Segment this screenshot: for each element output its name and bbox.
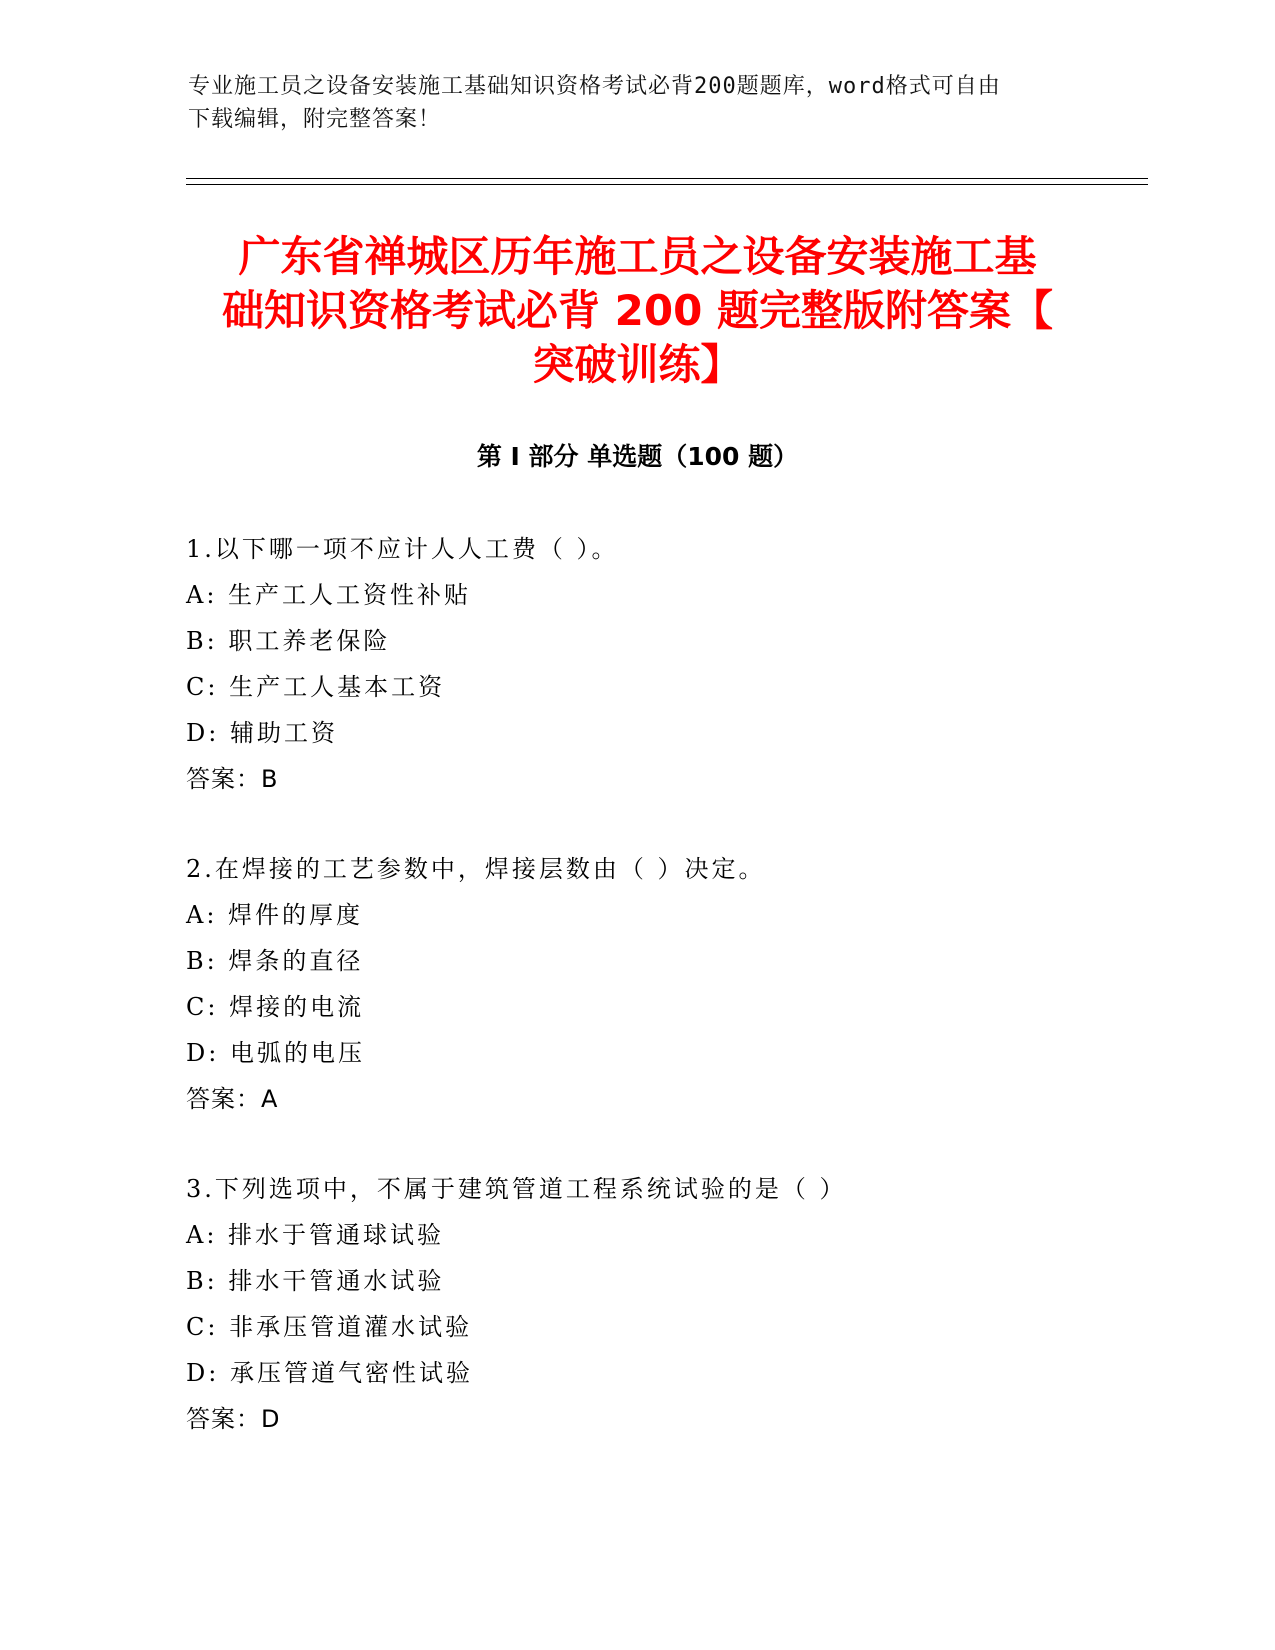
question-stem: 3.下列选项中，不属于建筑管道工程系统试验的是（ ） [186,1175,847,1203]
section-heading: 第 I 部分 单选题（100 题） [476,442,799,471]
option-a: A: 排水于管通球试验 [186,1221,445,1249]
answer-line: 答案：D [186,1405,281,1433]
question-stem: 2.在焊接的工艺参数中，焊接层数由（ ）决定。 [186,855,766,883]
answer-line: 答案：A [186,1085,279,1113]
option-a: A: 焊件的厚度 [186,901,364,929]
intro-line-2: 下载编辑，附完整答案！ [188,107,442,132]
answer-line: 答案：B [186,765,279,793]
title-line-1: 广东省禅城区历年施工员之设备安装施工基 [238,232,1037,281]
header-divider-bottom [186,184,1148,185]
intro-text [188,70,1068,136]
option-b: B: 职工养老保险 [186,627,391,655]
question-block [186,846,766,1122]
option-a: A: 生产工人工资性补贴 [186,581,472,609]
option-b: B: 焊条的直径 [186,947,364,975]
option-b: B: 排水干管通水试验 [186,1267,445,1295]
title-line-3: 突破训练】 [532,340,743,389]
option-d: D: 承压管道气密性试验 [186,1359,473,1387]
header-divider-top [186,178,1148,179]
question-stem: 1.以下哪一项不应计人人工费（ ）。 [186,535,619,563]
option-d: D: 辅助工资 [186,719,338,747]
question-block [186,1166,847,1442]
title-line-2: 础知识资格考试必背 200 题完整版附答案【 [222,286,1053,335]
intro-line-1: 专业施工员之设备安装施工基础知识资格考试必背200题题库，word格式可自由 [188,74,1001,99]
question-block [186,526,619,802]
option-c: C: 非承压管道灌水试验 [186,1313,473,1341]
option-c: C: 焊接的电流 [186,993,365,1021]
option-c: C: 生产工人基本工资 [186,673,446,701]
option-d: D: 电弧的电压 [186,1039,365,1067]
document-title [150,230,1125,392]
